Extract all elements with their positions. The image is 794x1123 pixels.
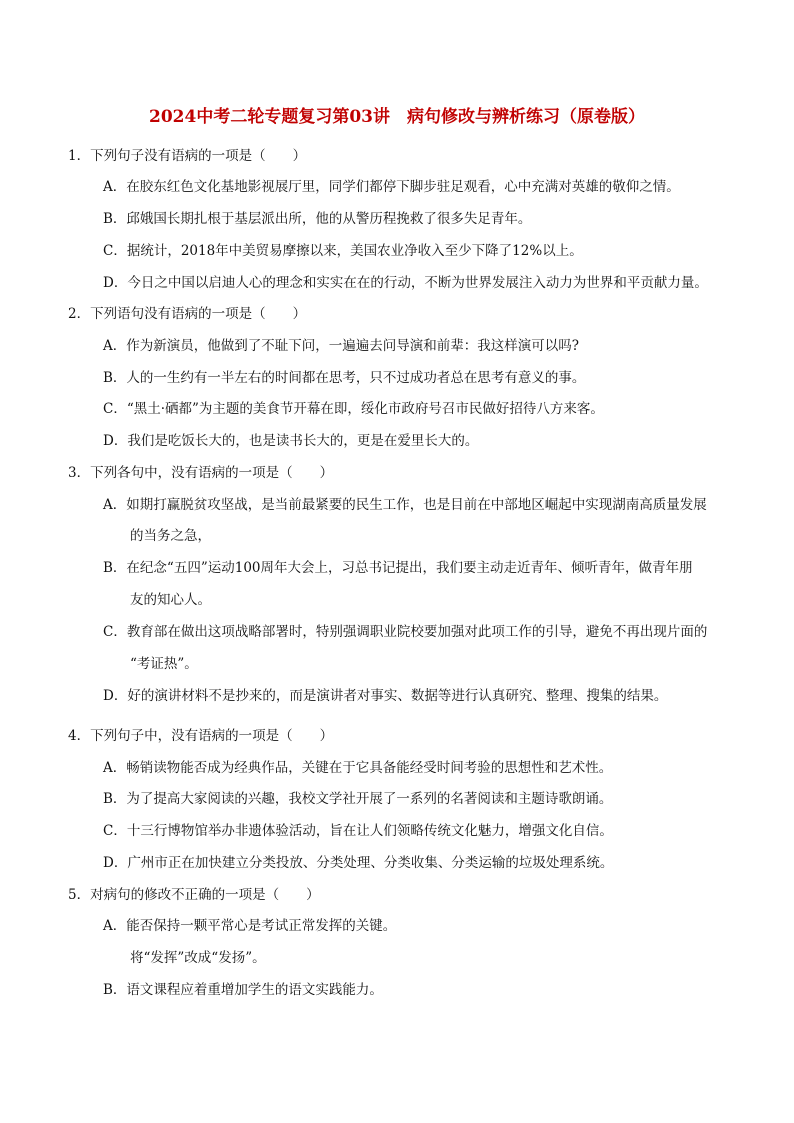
question-3-option-c-continued: “考证热”。: [130, 656, 198, 672]
question-5-option-a-revision: 将“发挥”改成“发扬”。: [130, 950, 266, 966]
question-4-stem: 4．下列句子中，没有语病的一项是（ ）: [68, 728, 334, 744]
question-1-option-d: D．今日之中国以启迪人心的理念和实实在在的行动，不断为世界发展注入动力为世界和平贡献力量。: [103, 275, 708, 291]
question-2-option-a: A．作为新演员，他做到了不耻下问，一遍遍去问导演和前辈：我这样演可以吗?: [103, 338, 579, 354]
question-3-option-b: B．在纪念“五四”运动100周年大会上，习总书记提出，我们要主动走近青年、倾听青年，做青年朋: [103, 560, 693, 576]
question-1-option-c: C．据统计，2018年中美贸易摩擦以来，美国农业净收入至少下降了12%以上。: [103, 243, 583, 259]
question-2-option-b: B．人的一生约有一半左右的时间都在思考，只不过成功者总在思考有意义的事。: [103, 370, 586, 386]
question-4-option-b: B．为了提高大家阅读的兴趣，我校文学社开展了一系列的名著阅读和主题诗歌朗诵。: [103, 791, 613, 807]
question-3-option-b-continued: 友的知心人。: [130, 592, 211, 608]
question-1-option-a: A．在胶东红色文化基地影视展厅里，同学们都停下脚步驻足观看，心中充满对英雄的敬仰之情。: [103, 179, 680, 195]
question-1-stem: 1．下列句子没有语病的一项是（ ）: [68, 148, 307, 164]
question-5-stem: 5．对病句的修改不正确的一项是（ ）: [68, 887, 320, 903]
question-5-option-b: B．语文课程应着重增加学生的语文实践能力。: [103, 982, 383, 998]
question-1-option-b: B．邱娥国长期扎根于基层派出所，他的从警历程挽救了很多失足青年。: [103, 211, 532, 227]
question-3-option-a-continued: 的当务之急，: [130, 528, 211, 544]
question-2-stem: 2．下列语句没有语病的一项是（ ）: [68, 306, 307, 322]
question-4-option-a: A．畅销读物能否成为经典作品，关键在于它具备能经受时间考验的思想性和艺术性。: [103, 760, 613, 776]
document-title: 2024中考二轮专题复习第03讲 病句修改与辨析练习（原卷版）: [149, 107, 645, 127]
question-3-option-d: D．好的演讲材料不是抄来的，而是演讲者对事实、数据等进行认真研究、整理、搜集的结果。: [103, 688, 668, 704]
question-2-option-c: C．“黑土·硒都”为主题的美食节开幕在即，绥化市政府号召市民做好招待八方来客。: [103, 401, 604, 417]
question-4-option-d: D．广州市正在加快建立分类投放、分类处理、分类收集、分类运输的垃圾处理系统。: [103, 855, 614, 871]
question-2-option-d: D．我们是吃饭长大的，也是读书长大的，更是在爱里长大的。: [103, 433, 479, 449]
question-5-option-a: A．能否保持一颗平常心是考试正常发挥的关键。: [103, 918, 397, 934]
question-3-option-c: C．教育部在做出这项战略部署时，特别强调职业院校要加强对此项工作的引导，避免不再出现片面的: [103, 624, 708, 640]
question-3-option-a: A．如期打赢脱贫攻坚战，是当前最紧要的民生工作，也是目前在中部地区崛起中实现湖南高质量发展: [103, 497, 707, 513]
question-4-option-c: C．十三行博物馆举办非遗体验活动，旨在让人们领略传统文化魅力，增强文化自信。: [103, 823, 613, 839]
question-3-stem: 3．下列各句中，没有语病的一项是（ ）: [68, 465, 334, 481]
